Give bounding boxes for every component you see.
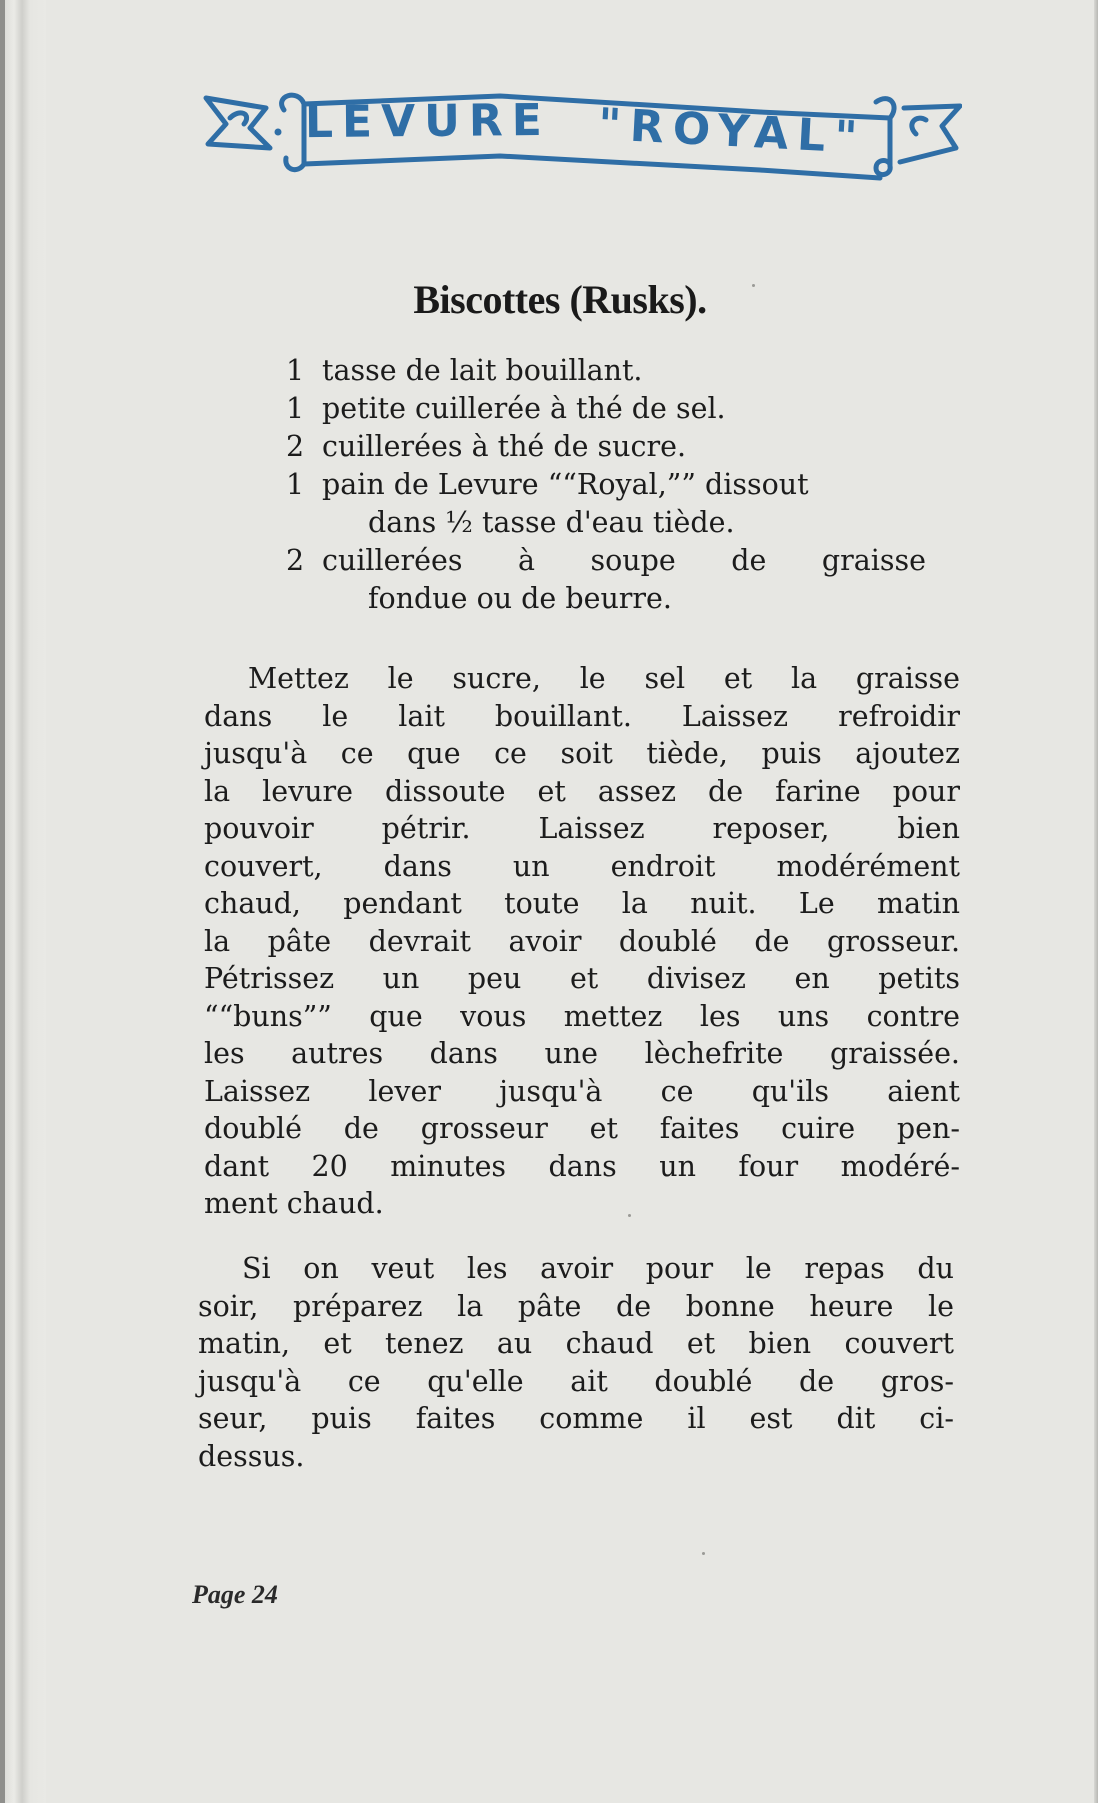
- paragraph-line: jusqu'à ce que ce soit tiède, puis ajoutez: [204, 737, 960, 770]
- paper-speck: [628, 1214, 631, 1217]
- paragraph-line: couvert, dans un endroit modérément: [204, 849, 960, 883]
- ingredient-item: [286, 352, 926, 390]
- paragraph-line: jusqu'à ce qu'elle ait doublé de gros-: [198, 1364, 954, 1398]
- paragraph-line: dant 20 minutes dans un four modéré-: [204, 1149, 960, 1183]
- paragraph-line: seur, puis faites comme il est dit ci-: [198, 1402, 954, 1435]
- binding-edge: [0, 0, 5, 1803]
- brand-word-royal: "ROYAL": [596, 99, 868, 164]
- paragraph-line: doublé de grosseur et faites cuire pen-: [204, 1112, 960, 1145]
- page-binding: [0, 0, 46, 1803]
- ingredient-text-continued: fondue ou de beurre.: [368, 582, 672, 615]
- ingredient-quantity: 2: [286, 430, 305, 463]
- paragraph-line: la levure dissoute et assez de farine pour: [204, 774, 960, 808]
- paragraph-line: ““buns”” que vous mettez les uns contre: [204, 999, 960, 1033]
- ingredient-quantity: 1: [286, 354, 305, 387]
- ingredient-text: cuillerées à soupe de graisse: [322, 544, 926, 577]
- ingredient-quantity: 2: [286, 544, 305, 577]
- ingredient-quantity: 1: [286, 392, 305, 425]
- paragraph-line: chaud, pendant toute la nuit. Le matin: [204, 887, 960, 920]
- paragraph-line: Mettez le sucre, le sel et la graisse: [248, 662, 960, 695]
- brand-word-levure: LEVURE: [304, 94, 552, 149]
- ingredient-quantity: 1: [286, 468, 305, 501]
- paragraph-line: Pétrissez un peu et divisez en petits: [204, 962, 960, 995]
- paper-speck: [702, 1552, 705, 1555]
- paragraph-line: dessus.: [198, 1439, 305, 1473]
- paragraph-line: pouvoir pétrir. Laissez reposer, bien: [204, 812, 960, 845]
- page-right-edge: [1094, 0, 1098, 1803]
- paragraph-line: les autres dans une lèchefrite graissée.: [204, 1037, 960, 1070]
- page-number: Page 24: [192, 1580, 278, 1609]
- paragraph-line: soir, préparez la pâte de bonne heure le: [198, 1289, 954, 1323]
- ingredient-text: cuillerées à thé de sucre.: [322, 430, 687, 463]
- ingredient-list: [286, 352, 926, 618]
- paragraph-line: ment chaud.: [204, 1187, 384, 1220]
- recipe-title: Biscottes (Rusks).: [413, 277, 707, 322]
- paragraph-line: Laissez lever jusqu'à ce qu'ils aient: [204, 1074, 960, 1108]
- ingredient-text: petite cuillerée à thé de sel.: [322, 392, 726, 425]
- instructions-paragraph-2: [198, 1250, 954, 1475]
- paragraph-line: dans le lait bouillant. Laissez refroidir: [204, 699, 960, 733]
- ingredient-item: [286, 542, 926, 618]
- paragraph-line: la pâte devrait avoir doublé de grosseur.: [204, 924, 960, 958]
- ingredient-item: [286, 428, 926, 466]
- ingredient-text-continued: dans ½ tasse d'eau tiède.: [368, 506, 735, 539]
- ingredient-item: [286, 390, 926, 428]
- ingredient-text: pain de Levure ““Royal,”” dissout: [322, 468, 809, 501]
- paper-speck: [752, 284, 755, 287]
- ingredient-text: tasse de lait bouillant.: [322, 354, 643, 387]
- paragraph-line: Si on veut les avoir pour le repas du: [242, 1252, 954, 1285]
- instructions-paragraph-1: [204, 660, 960, 1223]
- paragraph-line: matin, et tenez au chaud et bien couvert: [198, 1327, 954, 1360]
- ingredient-item: [286, 466, 926, 542]
